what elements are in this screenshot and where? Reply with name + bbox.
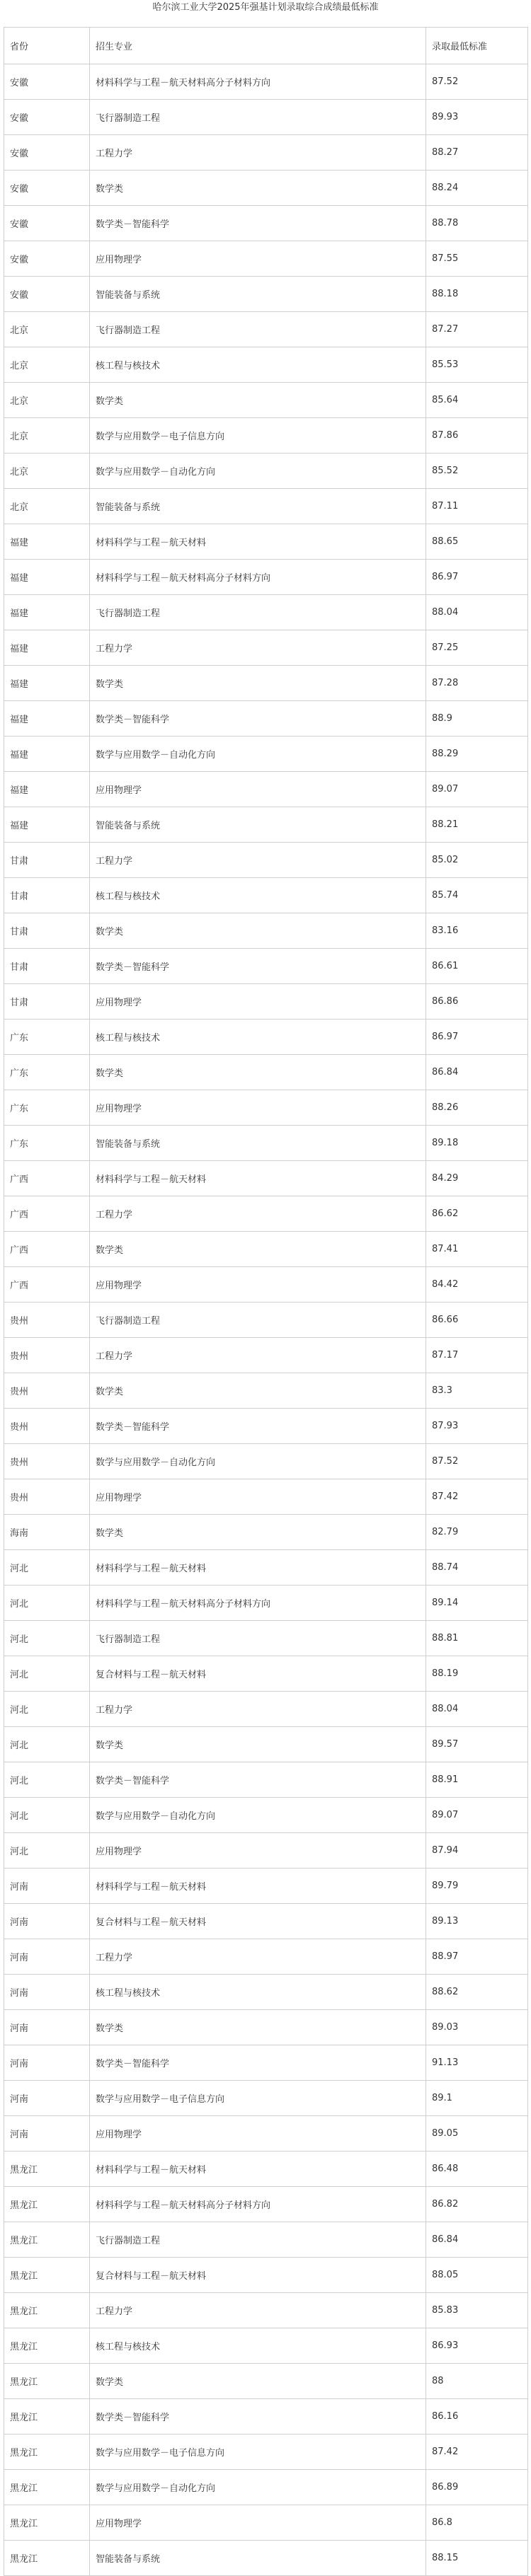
cell-min-score: 88.78 (426, 206, 528, 241)
table-row (4, 241, 528, 277)
table-row (4, 1161, 528, 1196)
table-row (4, 1055, 528, 1090)
cell-province: 福建 (4, 701, 90, 737)
cell-min-score: 89.07 (426, 772, 528, 807)
table-row (4, 595, 528, 630)
table-row (4, 2541, 528, 2576)
cell-major: 工程力学 (90, 1196, 426, 1232)
cell-major: 数学类－智能科学 (90, 1409, 426, 1444)
cell-province: 福建 (4, 737, 90, 772)
cell-major: 材料科学与工程－航天材料 (90, 1550, 426, 1586)
cell-province: 广西 (4, 1232, 90, 1267)
cell-min-score: 86.8 (426, 2505, 528, 2541)
cell-province: 北京 (4, 418, 90, 454)
cell-major: 材料科学与工程－航天材料高分子材料方向 (90, 2187, 426, 2222)
cell-min-score: 88.21 (426, 807, 528, 843)
cell-major: 数学类－智能科学 (90, 2045, 426, 2081)
table-row (4, 2045, 528, 2081)
cell-major: 数学与应用数学－自动化方向 (90, 2470, 426, 2505)
table-body (4, 64, 528, 2576)
cell-major: 核工程与核技术 (90, 1020, 426, 1055)
cell-major: 数学与应用数学－自动化方向 (90, 737, 426, 772)
cell-min-score: 85.53 (426, 347, 528, 383)
cell-province: 河北 (4, 1727, 90, 1762)
table-row (4, 913, 528, 949)
table-row (4, 100, 528, 135)
cell-major: 智能装备与系统 (90, 277, 426, 312)
table-row (4, 1126, 528, 1161)
cell-min-score: 89.93 (426, 100, 528, 135)
cell-major: 数学与应用数学－电子信息方向 (90, 2081, 426, 2116)
cell-province: 海南 (4, 1515, 90, 1550)
cell-min-score: 86.97 (426, 1020, 528, 1055)
cell-major: 核工程与核技术 (90, 878, 426, 913)
table-row (4, 1975, 528, 2010)
cell-min-score: 86.62 (426, 1196, 528, 1232)
cell-province: 福建 (4, 666, 90, 701)
cell-min-score: 88.9 (426, 701, 528, 737)
cell-min-score: 87.86 (426, 418, 528, 454)
cell-province: 黑龙江 (4, 2505, 90, 2541)
cell-min-score: 88.18 (426, 277, 528, 312)
cell-major: 数学类 (90, 383, 426, 418)
table-row (4, 1479, 528, 1515)
table-row (4, 2081, 528, 2116)
cell-min-score: 86.93 (426, 2328, 528, 2364)
table-row (4, 2258, 528, 2293)
cell-min-score: 85.52 (426, 454, 528, 489)
cell-major: 材料科学与工程－航天材料高分子材料方向 (90, 1586, 426, 1621)
table-row (4, 1409, 528, 1444)
cell-province: 广东 (4, 1090, 90, 1126)
table-row (4, 1727, 528, 1762)
table-row (4, 630, 528, 666)
cell-min-score: 88.15 (426, 2541, 528, 2576)
table-row (4, 2328, 528, 2364)
cell-major: 数学类 (90, 1515, 426, 1550)
table-row (4, 1267, 528, 1303)
table-row (4, 277, 528, 312)
cell-min-score: 87.42 (426, 2435, 528, 2470)
cell-province: 安徽 (4, 64, 90, 100)
table-row (4, 2364, 528, 2399)
cell-province: 河南 (4, 2045, 90, 2081)
table-row (4, 1090, 528, 1126)
cell-province: 黑龙江 (4, 2541, 90, 2576)
cell-province: 贵州 (4, 1303, 90, 1338)
cell-major: 应用物理学 (90, 1090, 426, 1126)
header-major: 招生专业 (90, 28, 426, 64)
cell-min-score: 88.62 (426, 1975, 528, 2010)
cell-province: 黑龙江 (4, 2293, 90, 2328)
cell-min-score: 86.97 (426, 560, 528, 595)
cell-province: 甘肃 (4, 949, 90, 984)
cell-province: 河南 (4, 2081, 90, 2116)
cell-major: 数学类 (90, 1727, 426, 1762)
cell-min-score: 85.64 (426, 383, 528, 418)
cell-min-score: 84.42 (426, 1267, 528, 1303)
cell-min-score: 87.11 (426, 489, 528, 524)
cell-major: 智能装备与系统 (90, 807, 426, 843)
cell-min-score: 89.14 (426, 1586, 528, 1621)
cell-province: 河北 (4, 1550, 90, 1586)
cell-min-score: 86.89 (426, 2470, 528, 2505)
cell-min-score: 87.93 (426, 1409, 528, 1444)
cell-major: 数学类－智能科学 (90, 949, 426, 984)
table-row (4, 1656, 528, 1692)
cell-major: 飞行器制造工程 (90, 100, 426, 135)
table-row (4, 1798, 528, 1833)
cell-min-score: 86.84 (426, 1055, 528, 1090)
cell-major: 数学类 (90, 666, 426, 701)
cell-major: 应用物理学 (90, 1479, 426, 1515)
cell-min-score: 88.19 (426, 1656, 528, 1692)
cell-province: 广西 (4, 1161, 90, 1196)
cell-province: 北京 (4, 489, 90, 524)
cell-major: 应用物理学 (90, 2505, 426, 2541)
cell-major: 工程力学 (90, 1338, 426, 1373)
table-row (4, 1586, 528, 1621)
cell-min-score: 87.27 (426, 312, 528, 347)
cell-min-score: 87.41 (426, 1232, 528, 1267)
table-row (4, 454, 528, 489)
table-row (4, 1550, 528, 1586)
cell-province: 河北 (4, 1621, 90, 1656)
cell-major: 数学类 (90, 2364, 426, 2399)
cell-province: 福建 (4, 595, 90, 630)
cell-major: 智能装备与系统 (90, 1126, 426, 1161)
cell-major: 飞行器制造工程 (90, 1303, 426, 1338)
table-row (4, 1939, 528, 1975)
table-row (4, 772, 528, 807)
table-row (4, 64, 528, 100)
cell-major: 材料科学与工程－航天材料高分子材料方向 (90, 560, 426, 595)
table-row (4, 2010, 528, 2045)
cell-province: 河北 (4, 1656, 90, 1692)
cell-major: 工程力学 (90, 2293, 426, 2328)
cell-province: 广东 (4, 1020, 90, 1055)
cell-major: 核工程与核技术 (90, 347, 426, 383)
cell-province: 贵州 (4, 1373, 90, 1409)
cell-province: 贵州 (4, 1338, 90, 1373)
cell-min-score: 89.05 (426, 2116, 528, 2152)
cell-major: 材料科学与工程－航天材料 (90, 524, 426, 560)
table-row (4, 2399, 528, 2435)
admission-score-table (4, 27, 528, 2576)
table-row (4, 383, 528, 418)
cell-min-score: 88.04 (426, 595, 528, 630)
cell-min-score: 83.16 (426, 913, 528, 949)
cell-province: 安徽 (4, 100, 90, 135)
table-row (4, 1833, 528, 1869)
cell-min-score: 85.83 (426, 2293, 528, 2328)
cell-major: 核工程与核技术 (90, 2328, 426, 2364)
cell-major: 工程力学 (90, 1939, 426, 1975)
cell-major: 数学类 (90, 171, 426, 206)
cell-min-score: 88.04 (426, 1692, 528, 1727)
cell-province: 黑龙江 (4, 2435, 90, 2470)
table-row (4, 2505, 528, 2541)
cell-min-score: 89.1 (426, 2081, 528, 2116)
cell-province: 广东 (4, 1055, 90, 1090)
table-row (4, 807, 528, 843)
table-row (4, 666, 528, 701)
cell-province: 安徽 (4, 206, 90, 241)
cell-province: 黑龙江 (4, 2258, 90, 2293)
table-row (4, 843, 528, 878)
cell-min-score: 86.61 (426, 949, 528, 984)
cell-major: 数学类 (90, 1373, 426, 1409)
header-min-score: 录取最低标准 (426, 28, 528, 64)
cell-major: 材料科学与工程－航天材料 (90, 2152, 426, 2187)
cell-min-score: 89.13 (426, 1904, 528, 1939)
cell-province: 黑龙江 (4, 2187, 90, 2222)
table-row (4, 1762, 528, 1798)
cell-province: 河北 (4, 1586, 90, 1621)
table-row (4, 878, 528, 913)
cell-major: 材料科学与工程－航天材料 (90, 1161, 426, 1196)
cell-province: 河南 (4, 2116, 90, 2152)
cell-province: 广西 (4, 1196, 90, 1232)
cell-major: 复合材料与工程－航天材料 (90, 1656, 426, 1692)
table-row (4, 489, 528, 524)
cell-min-score: 89.07 (426, 1798, 528, 1833)
table-header (4, 28, 528, 64)
cell-major: 材料科学与工程－航天材料高分子材料方向 (90, 64, 426, 100)
cell-province: 河北 (4, 1833, 90, 1869)
cell-province: 甘肃 (4, 843, 90, 878)
cell-province: 河北 (4, 1798, 90, 1833)
cell-province: 福建 (4, 772, 90, 807)
cell-min-score: 88.97 (426, 1939, 528, 1975)
table-row (4, 2152, 528, 2187)
cell-major: 数学与应用数学－电子信息方向 (90, 418, 426, 454)
cell-province: 甘肃 (4, 913, 90, 949)
cell-min-score: 84.29 (426, 1161, 528, 1196)
cell-province: 河南 (4, 1869, 90, 1904)
cell-province: 黑龙江 (4, 2470, 90, 2505)
cell-major: 应用物理学 (90, 772, 426, 807)
cell-major: 工程力学 (90, 135, 426, 171)
table-row (4, 2293, 528, 2328)
table-row (4, 1904, 528, 1939)
cell-min-score: 88.65 (426, 524, 528, 560)
cell-min-score: 88.27 (426, 135, 528, 171)
cell-province: 北京 (4, 383, 90, 418)
cell-major: 数学与应用数学－电子信息方向 (90, 2435, 426, 2470)
table-row (4, 2116, 528, 2152)
cell-major: 复合材料与工程－航天材料 (90, 1904, 426, 1939)
table-row (4, 1196, 528, 1232)
cell-major: 复合材料与工程－航天材料 (90, 2258, 426, 2293)
table-row (4, 949, 528, 984)
table-row (4, 1692, 528, 1727)
cell-province: 河南 (4, 2010, 90, 2045)
cell-province: 广东 (4, 1126, 90, 1161)
cell-major: 数学类－智能科学 (90, 701, 426, 737)
table-row (4, 1515, 528, 1550)
table-row (4, 135, 528, 171)
cell-province: 甘肃 (4, 878, 90, 913)
table-row (4, 206, 528, 241)
cell-min-score: 87.25 (426, 630, 528, 666)
cell-province: 福建 (4, 630, 90, 666)
cell-province: 安徽 (4, 277, 90, 312)
cell-province: 北京 (4, 347, 90, 383)
cell-min-score: 87.52 (426, 64, 528, 100)
cell-major: 飞行器制造工程 (90, 595, 426, 630)
cell-min-score: 86.16 (426, 2399, 528, 2435)
cell-min-score: 86.48 (426, 2152, 528, 2187)
table-row (4, 171, 528, 206)
cell-min-score: 85.74 (426, 878, 528, 913)
cell-province: 北京 (4, 312, 90, 347)
cell-min-score: 87.42 (426, 1479, 528, 1515)
table-row (4, 1444, 528, 1479)
cell-min-score: 88.91 (426, 1762, 528, 1798)
cell-major: 应用物理学 (90, 1267, 426, 1303)
table-row (4, 312, 528, 347)
table-row (4, 2187, 528, 2222)
cell-min-score: 87.17 (426, 1338, 528, 1373)
cell-province: 河北 (4, 1692, 90, 1727)
cell-province: 福建 (4, 560, 90, 595)
cell-province: 安徽 (4, 241, 90, 277)
header-province: 省份 (4, 28, 90, 64)
cell-min-score: 86.66 (426, 1303, 528, 1338)
table-row (4, 524, 528, 560)
cell-major: 飞行器制造工程 (90, 312, 426, 347)
cell-major: 数学与应用数学－自动化方向 (90, 1798, 426, 1833)
cell-province: 黑龙江 (4, 2222, 90, 2258)
cell-min-score: 86.82 (426, 2187, 528, 2222)
cell-min-score: 86.84 (426, 2222, 528, 2258)
cell-min-score: 83.3 (426, 1373, 528, 1409)
table-row (4, 2435, 528, 2470)
cell-province: 贵州 (4, 1444, 90, 1479)
cell-min-score: 86.86 (426, 984, 528, 1020)
table-row (4, 1373, 528, 1409)
cell-min-score: 88.29 (426, 737, 528, 772)
table-row (4, 1621, 528, 1656)
cell-min-score: 82.79 (426, 1515, 528, 1550)
cell-province: 甘肃 (4, 984, 90, 1020)
cell-province: 福建 (4, 524, 90, 560)
cell-min-score: 87.28 (426, 666, 528, 701)
table-row (4, 737, 528, 772)
cell-min-score: 85.02 (426, 843, 528, 878)
cell-min-score: 88.81 (426, 1621, 528, 1656)
cell-major: 应用物理学 (90, 984, 426, 1020)
cell-major: 材料科学与工程－航天材料 (90, 1869, 426, 1904)
cell-province: 河南 (4, 1939, 90, 1975)
cell-min-score: 88.26 (426, 1090, 528, 1126)
cell-province: 黑龙江 (4, 2399, 90, 2435)
table-row (4, 1338, 528, 1373)
table-row (4, 2470, 528, 2505)
header-row (4, 28, 528, 64)
cell-major: 数学类－智能科学 (90, 1762, 426, 1798)
cell-min-score: 87.52 (426, 1444, 528, 1479)
cell-major: 应用物理学 (90, 241, 426, 277)
cell-major: 数学与应用数学－自动化方向 (90, 1444, 426, 1479)
cell-major: 工程力学 (90, 1692, 426, 1727)
cell-major: 核工程与核技术 (90, 1975, 426, 2010)
cell-major: 数学类 (90, 913, 426, 949)
cell-province: 贵州 (4, 1409, 90, 1444)
cell-min-score: 89.18 (426, 1126, 528, 1161)
table-row (4, 560, 528, 595)
cell-min-score: 87.55 (426, 241, 528, 277)
cell-province: 黑龙江 (4, 2152, 90, 2187)
cell-min-score: 89.03 (426, 2010, 528, 2045)
cell-min-score: 88.05 (426, 2258, 528, 2293)
cell-major: 应用物理学 (90, 1833, 426, 1869)
cell-major: 数学类 (90, 1232, 426, 1267)
cell-province: 广西 (4, 1267, 90, 1303)
table-row (4, 701, 528, 737)
cell-province: 安徽 (4, 171, 90, 206)
cell-major: 应用物理学 (90, 2116, 426, 2152)
cell-major: 工程力学 (90, 843, 426, 878)
cell-major: 数学与应用数学－自动化方向 (90, 454, 426, 489)
cell-min-score: 87.94 (426, 1833, 528, 1869)
table-row (4, 347, 528, 383)
cell-major: 工程力学 (90, 630, 426, 666)
cell-province: 河北 (4, 1762, 90, 1798)
cell-province: 北京 (4, 454, 90, 489)
table-row (4, 2222, 528, 2258)
table-row (4, 1232, 528, 1267)
cell-province: 福建 (4, 807, 90, 843)
cell-major: 数学类－智能科学 (90, 206, 426, 241)
cell-province: 黑龙江 (4, 2328, 90, 2364)
cell-min-score: 89.57 (426, 1727, 528, 1762)
cell-major: 数学类 (90, 1055, 426, 1090)
cell-province: 黑龙江 (4, 2364, 90, 2399)
cell-min-score: 88 (426, 2364, 528, 2399)
cell-province: 贵州 (4, 1479, 90, 1515)
cell-major: 飞行器制造工程 (90, 1621, 426, 1656)
cell-min-score: 89.79 (426, 1869, 528, 1904)
cell-major: 数学类－智能科学 (90, 2399, 426, 2435)
cell-major: 数学类 (90, 2010, 426, 2045)
cell-major: 飞行器制造工程 (90, 2222, 426, 2258)
cell-min-score: 88.74 (426, 1550, 528, 1586)
cell-major: 智能装备与系统 (90, 489, 426, 524)
cell-major: 智能装备与系统 (90, 2541, 426, 2576)
table-row (4, 984, 528, 1020)
cell-province: 安徽 (4, 135, 90, 171)
cell-province: 河南 (4, 1975, 90, 2010)
table-row (4, 1020, 528, 1055)
table-row (4, 418, 528, 454)
table-row (4, 1303, 528, 1338)
cell-min-score: 91.13 (426, 2045, 528, 2081)
cell-min-score: 88.24 (426, 171, 528, 206)
page-title: 哈尔滨工业大学2025年强基计划录取综合成绩最低标准 (152, 2, 379, 13)
cell-province: 河南 (4, 1904, 90, 1939)
table-row (4, 1869, 528, 1904)
